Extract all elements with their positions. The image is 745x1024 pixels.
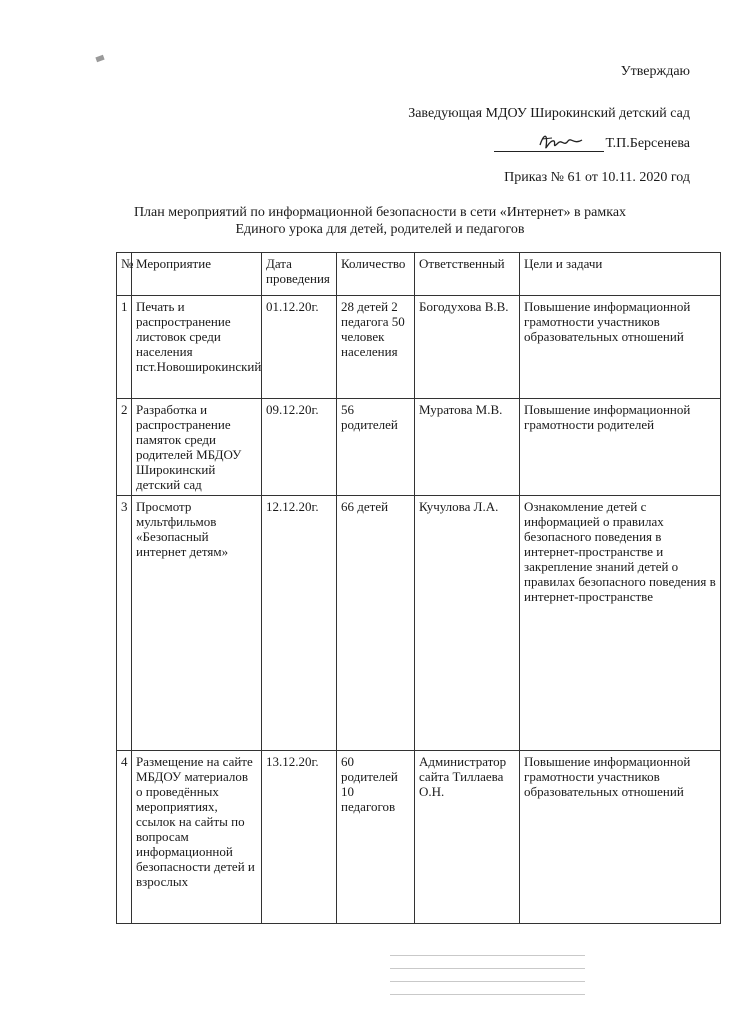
signature-image xyxy=(536,131,588,153)
row-num: 1 xyxy=(117,296,132,399)
header-goals: Цели и задачи xyxy=(520,253,721,296)
header-count: Количество xyxy=(337,253,415,296)
title-line-1: План мероприятий по информационной безопасности в сети «Интернет» в рамках xyxy=(133,205,627,220)
row-responsible: Богодухова В.В. xyxy=(415,296,520,399)
row-count: 66 детей xyxy=(337,496,415,751)
head-position: Заведующая МДОУ Широкинский детский сад xyxy=(408,106,690,121)
signature-line xyxy=(494,136,690,152)
row-date: 09.12.20г. xyxy=(262,399,337,496)
row-num: 4 xyxy=(117,751,132,924)
row-num: 2 xyxy=(117,399,132,496)
row-responsible: Муратова М.В. xyxy=(415,399,520,496)
row-count: 28 детей 2 педагога 50 человек населения xyxy=(337,296,415,399)
row-goals: Повышение информационной грамотности родителей xyxy=(520,399,721,496)
row-event: Размещение на сайте МБДОУ материалов о проведённых мероприятиях, ссылок на сайты по вопросам информационной безопасности детей и взрослых xyxy=(132,751,262,924)
row-responsible: Администратор сайта Тиллаева О.Н. xyxy=(415,751,520,924)
bleed-through-artifact xyxy=(390,955,585,1015)
header-num: № xyxy=(117,253,132,296)
bleed-line xyxy=(390,968,585,981)
table-row xyxy=(117,496,721,751)
row-event: Просмотр мультфильмов «Безопасный интернет детям» xyxy=(132,496,262,751)
signer-name: Т.П.Берсенева xyxy=(605,136,690,151)
header-responsible: Ответственный xyxy=(415,253,520,296)
header-date: Дата проведения xyxy=(262,253,337,296)
signature-underline xyxy=(494,137,604,152)
events-table xyxy=(116,252,721,924)
row-responsible: Кучулова Л.А. xyxy=(415,496,520,751)
row-goals: Повышение информационной грамотности участников образовательных отношений xyxy=(520,296,721,399)
scan-mark xyxy=(95,55,104,62)
table-row xyxy=(117,751,721,924)
title-line-2: Единого урока для детей, родителей и педагогов xyxy=(235,222,525,237)
table-row xyxy=(117,296,721,399)
bleed-line xyxy=(390,981,585,994)
row-event: Разработка и распространение памяток среди родителей МБДОУ Широкинский детский сад xyxy=(132,399,262,496)
bleed-line xyxy=(390,994,585,1007)
bleed-line xyxy=(390,955,585,968)
table-header-row xyxy=(117,253,721,296)
document-title xyxy=(100,204,660,238)
row-date: 01.12.20г. xyxy=(262,296,337,399)
row-goals: Ознакомление детей с информацией о правилах безопасного поведения в интернет-пространстве и закрепление знаний детей о правилах безопасного поведения в интернет-пространстве xyxy=(520,496,721,751)
approve-label: Утверждаю xyxy=(620,64,690,79)
row-num: 3 xyxy=(117,496,132,751)
table-row xyxy=(117,399,721,496)
row-date: 12.12.20г. xyxy=(262,496,337,751)
row-date: 13.12.20г. xyxy=(262,751,337,924)
row-event: Печать и распространение листовок среди населения пст.Новоширокинский xyxy=(132,296,262,399)
order-info: Приказ № 61 от 10.11. 2020 год xyxy=(504,170,690,185)
row-goals: Повышение информационной грамотности участников образовательных отношений xyxy=(520,751,721,924)
row-count: 56 родителей xyxy=(337,399,415,496)
row-count: 60 родителей 10 педагогов xyxy=(337,751,415,924)
header-event: Мероприятие xyxy=(132,253,262,296)
